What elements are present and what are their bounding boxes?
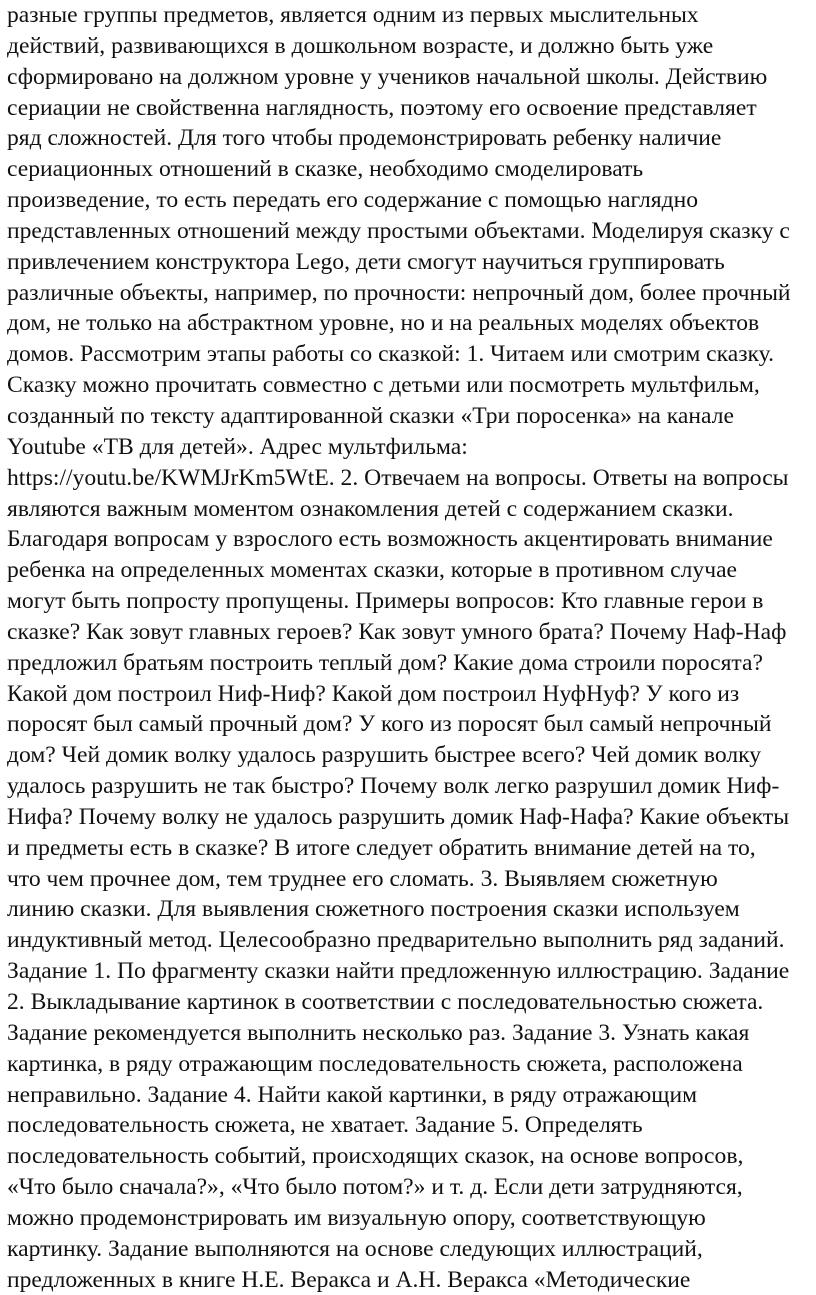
text-line: 2. Выкладывание картинок в соответствии с последовательностью сюжета. — [7, 989, 764, 1015]
text-line: поросят был самый прочный дом? У кого из поросят был самый непрочный — [7, 711, 772, 738]
text-line: и предметы есть в сказке? В итоге следует обратить внимание детей на то, — [7, 834, 756, 861]
text-line: домов. Рассмотрим этапы работы со сказкой: 1. Читаем или смотрим сказку. — [7, 341, 775, 368]
text-line: различные объекты, например, по прочности: непрочный дом, более прочный — [7, 279, 791, 306]
text-line: дом, не только на абстрактном уровне, но и на реальных моделях объектов — [7, 310, 760, 337]
text-line: картинку. Задание выполняются на основе следующих иллюстраций, — [7, 1235, 703, 1262]
text-line: дом? Чей домик волку удалось разрушить быстрее всего? Чей домик волку — [7, 742, 762, 769]
text-line: последовательность сюжета, не хватает. Задание 5. Определять — [7, 1112, 643, 1139]
text-line: последовательность событий, происходящих сказок, на основе вопросов, — [7, 1143, 744, 1170]
text-line: удалось разрушить не так быстро? Почему волк легко разрушил домик Ниф- — [7, 773, 780, 800]
text-line: можно продемонстрировать им визуальную опору, соответствующую — [7, 1204, 706, 1231]
text-line: неправильно. Задание 4. Найти какой картинки, в ряду отражающим — [7, 1081, 698, 1108]
text-line: Сказку можно прочитать совместно с детьми или посмотреть мультфильм, — [7, 372, 760, 399]
text-line: Благодаря вопросам у взрослого есть возможность акцентировать внимание — [7, 526, 773, 553]
text-line: Youtube «ТВ для детей». Адрес мультфильма: — [7, 433, 468, 460]
text-line: предложенных в книге Н.Е. Веракса и А.Н. Веракса «Методические — [7, 1266, 691, 1293]
text-line: произведение, то есть передать его содержание с помощью наглядно — [7, 187, 699, 214]
text-line: https://youtu.be/KWMJrKm5WtE. 2. Отвечаем на вопросы. Ответы на вопросы — [7, 464, 789, 491]
text-line: что чем прочнее дом, тем труднее его сломать. 3. Выявляем сюжетную — [7, 865, 718, 892]
text-line: предложил братьям построить теплый дом? Какие дома строили поросята? — [7, 649, 763, 676]
text-line: сериационных отношений в сказке, необходимо смоделировать — [7, 156, 644, 183]
text-line: созданный по тексту адаптированной сказки «Три поросенка» на канале — [7, 402, 734, 429]
text-line: Задание 1. По фрагменту сказки найти предложенную иллюстрацию. Задание — [7, 958, 790, 985]
text-line: Какой дом построил Ниф-Ниф? Какой дом построил НуфНуф? У кого из — [7, 680, 740, 707]
text-line: «Что было сначала?», «Что было потом?» и т. д. Если дети затрудняются, — [7, 1174, 743, 1201]
text-line: Нифа? Почему волку не удалось разрушить домик Наф-Нафа? Какие объекты — [7, 803, 790, 830]
text-line: сказке? Как зовут главных героев? Как зовут умного брата? Почему Наф-Наф — [7, 618, 787, 645]
text-line: действий, развивающихся в дошкольном возрасте, и должно быть уже — [7, 32, 714, 59]
text-line: разные группы предметов, является одним из первых мыслительных — [7, 2, 699, 28]
text-line: привлечением конструктора Lego, дети смогут научиться группировать — [7, 248, 725, 275]
text-line: индуктивный метод. Целесообразно предварительно выполнить ряд заданий. — [7, 927, 785, 954]
body-text — [7, 0, 815, 1295]
text-line: являются важным моментом ознакомления детей с содержанием сказки. — [7, 495, 734, 522]
text-line: линию сказки. Для выявления сюжетного построения сказки используем — [7, 896, 740, 923]
text-line: могут быть попросту пропущены. Примеры вопросов: Кто главные герои в — [7, 588, 764, 615]
text-line: Задание рекомендуется выполнить несколько раз. Задание 3. Узнать какая — [7, 1019, 750, 1046]
text-line: сформировано на должном уровне у учеников начальной школы. Действию — [7, 63, 768, 90]
text-line: картинка, в ряду отражающим последовательность сюжета, расположена — [7, 1050, 743, 1077]
text-line: сериации не свойственна наглядность, поэтому его освоение представляет — [7, 94, 757, 121]
text-line: представленных отношений между простыми объектами. Моделируя сказку с — [7, 217, 790, 244]
text-line: ряд сложностей. Для того чтобы продемонстрировать ребенку наличие — [7, 125, 722, 152]
text-line: ребенка на определенных моментах сказки, которые в противном случае — [7, 557, 738, 584]
